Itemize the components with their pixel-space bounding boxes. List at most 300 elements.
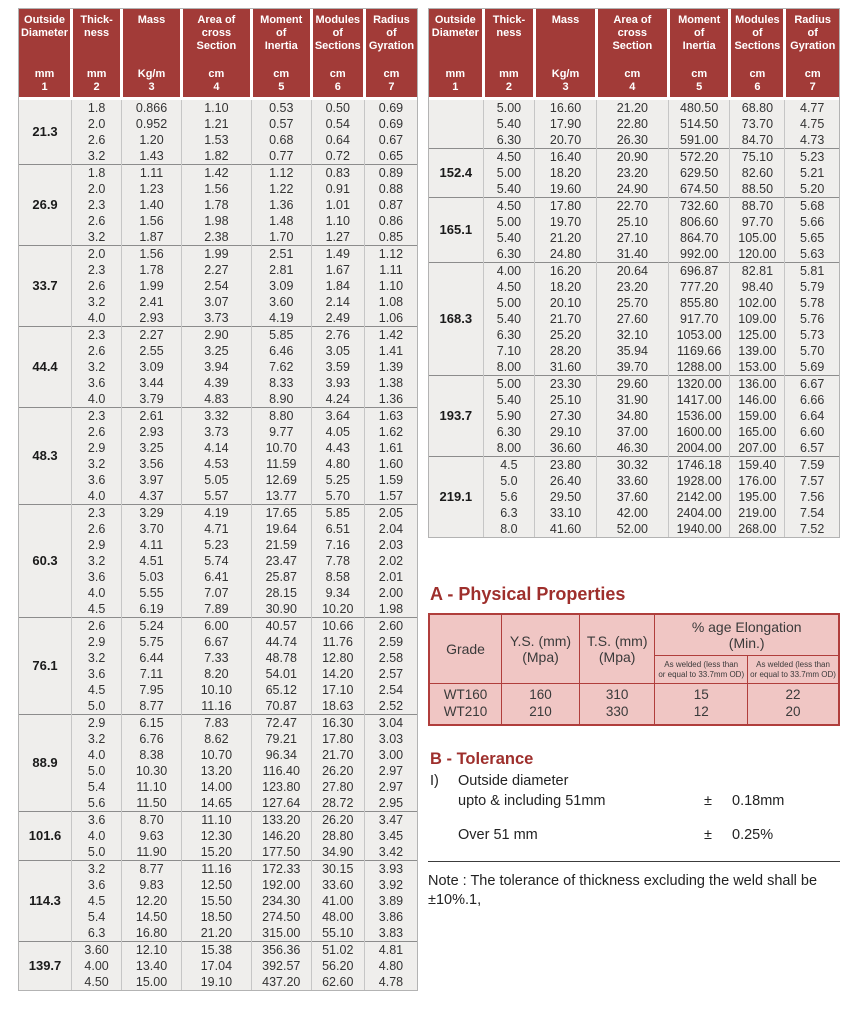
spec-cell: 2.58 [364,650,417,666]
spec-cell: 1600.00 [668,424,730,440]
spec-cell: 1320.00 [668,376,730,393]
spec-cell: 7.95 [122,682,182,698]
spec-cell: 1.40 [122,197,182,213]
spec-cell: 1.87 [122,229,182,246]
section-b-title: B - Tolerance [430,750,534,768]
spec-cell: 1.84 [311,278,364,294]
spec-cell: 2.14 [311,294,364,310]
spec-cell: 19.60 [535,181,597,198]
spec-cell: 864.70 [668,230,730,246]
spec-cell: 5.20 [785,181,839,198]
spec-row [429,198,839,215]
spec-cell: 44.74 [251,634,311,650]
spec-cell: 0.54 [311,116,364,132]
spec-cell: 123.80 [251,779,311,795]
spec-cell: 31.60 [535,359,597,376]
spec-cell: 6.44 [122,650,182,666]
spec-cell: 1.48 [251,213,311,229]
spec-cell: 11.10 [181,812,251,829]
elongation-subheader-1: As welded (less than or equal to 33.7mm OD) [655,656,748,684]
spec-row [19,310,417,327]
spec-cell: 26.30 [596,132,668,149]
spec-cell: 27.80 [311,779,364,795]
spec-cell: 5.00 [483,376,535,393]
spec-cell: 56.20 [311,958,364,974]
spec-row [19,795,417,812]
column-header-3: Mass Kg/m 3 [122,9,182,99]
spec-cell: 3.89 [364,893,417,909]
spec-cell: 30.32 [596,457,668,474]
spec-cell: 15.20 [181,844,251,861]
elongation-cell-2: 22 20 [748,684,839,726]
spec-cell: 21.20 [181,925,251,942]
spec-cell: 3.56 [122,456,182,472]
spec-cell: 11.10 [122,779,182,795]
spec-cell: 17.65 [251,505,311,522]
spec-row [429,440,839,457]
spec-cell: 11.50 [122,795,182,812]
spec-cell: 6.41 [181,569,251,585]
spec-cell: 5.66 [785,214,839,230]
spec-row [429,230,839,246]
spec-cell: 127.64 [251,795,311,812]
spec-cell: 25.20 [535,327,597,343]
spec-cell: 3.2 [72,650,122,666]
spec-cell: 274.50 [251,909,311,925]
spec-row [19,634,417,650]
outside-diameter-cell: 139.7 [19,942,72,991]
tolerance-row-value: 0.25% [732,827,774,843]
spec-cell: 7.83 [181,715,251,732]
spec-cell: 26.20 [311,812,364,829]
spec-cell: 19.10 [181,974,251,990]
outside-diameter-cell: 152.4 [429,149,483,198]
spec-cell: 4.83 [181,391,251,408]
spec-cell: 54.01 [251,666,311,682]
spec-row [19,569,417,585]
column-header-1: Outside Diameter mm 1 [19,9,72,99]
spec-cell: 2.81 [251,262,311,278]
spec-cell: 8.00 [483,359,535,376]
spec-cell: 28.72 [311,795,364,812]
spec-cell: 0.57 [251,116,311,132]
spec-cell: 4.0 [72,585,122,601]
spec-cell: 14.50 [122,909,182,925]
spec-cell: 3.97 [122,472,182,488]
spec-row [19,958,417,974]
spec-cell: 4.37 [122,488,182,505]
section-a-title: A - Physical Properties [430,584,626,604]
spec-cell: 5.65 [785,230,839,246]
spec-row [19,812,417,829]
spec-cell: 176.00 [730,473,785,489]
spec-cell: 72.47 [251,715,311,732]
spec-cell: 5.00 [483,295,535,311]
spec-cell: 2.61 [122,408,182,425]
spec-cell: 5.85 [311,505,364,522]
spec-cell: 21.70 [535,311,597,327]
spec-row [19,974,417,990]
spec-row [19,861,417,878]
outside-diameter-cell: 48.3 [19,408,72,505]
spec-cell: 0.83 [311,165,364,182]
spec-cell: 62.60 [311,974,364,990]
spec-cell: 28.80 [311,828,364,844]
spec-cell: 4.73 [785,132,839,149]
spec-cell: 2.76 [311,327,364,344]
spec-row [429,489,839,505]
pipe-spec-table-left-wrap [18,8,418,991]
spec-row [19,763,417,779]
spec-cell: 79.21 [251,731,311,747]
spec-cell: 5.40 [483,392,535,408]
spec-cell: 2.52 [364,698,417,715]
spec-cell: 4.80 [364,958,417,974]
elongation-subheader-2: As welded (less than or equal to 33.7mm OD) [748,656,839,684]
spec-cell: 732.60 [668,198,730,215]
spec-cell: 1.56 [122,246,182,263]
spec-row [19,779,417,795]
spec-cell: 27.30 [535,408,597,424]
spec-cell: 3.2 [72,294,122,310]
spec-cell: 1.78 [122,262,182,278]
spec-cell: 0.64 [311,132,364,148]
spec-cell: 5.75 [122,634,182,650]
spec-cell: 0.91 [311,181,364,197]
spec-cell: 0.65 [364,148,417,165]
spec-cell: 315.00 [251,925,311,942]
spec-row [19,165,417,182]
spec-cell: 3.2 [72,456,122,472]
spec-cell: 4.77 [785,99,839,117]
spec-cell: 153.00 [730,359,785,376]
spec-cell: 6.30 [483,132,535,149]
spec-cell: 6.66 [785,392,839,408]
spec-cell: 5.40 [483,181,535,198]
spec-cell: 2.04 [364,521,417,537]
spec-cell: 34.90 [311,844,364,861]
spec-cell: 4.14 [181,440,251,456]
spec-row [19,116,417,132]
spec-cell: 0.69 [364,116,417,132]
outside-diameter-cell: 193.7 [429,376,483,457]
spec-cell: 7.54 [785,505,839,521]
spec-cell: 3.6 [72,472,122,488]
spec-cell: 24.80 [535,246,597,263]
spec-cell: 1928.00 [668,473,730,489]
spec-cell: 6.60 [785,424,839,440]
spec-cell: 5.0 [72,844,122,861]
spec-cell: 3.07 [181,294,251,310]
spec-cell: 5.0 [483,473,535,489]
spec-cell: 3.09 [251,278,311,294]
spec-cell: 2004.00 [668,440,730,457]
spec-cell: 7.57 [785,473,839,489]
plus-minus-sign: ± [704,793,712,809]
spec-row [19,99,417,117]
spec-cell: 13.77 [251,488,311,505]
spec-row [19,521,417,537]
spec-cell: 674.50 [668,181,730,198]
spec-cell: 1.36 [251,197,311,213]
spec-cell: 572.20 [668,149,730,166]
spec-row [19,181,417,197]
spec-cell: 1169.66 [668,343,730,359]
spec-cell: 3.32 [181,408,251,425]
spec-cell: 139.00 [730,343,785,359]
spec-cell: 4.0 [72,747,122,763]
spec-cell: 5.0 [72,698,122,715]
spec-cell: 21.20 [596,99,668,117]
spec-cell: 7.56 [785,489,839,505]
spec-row [19,553,417,569]
spec-cell: 8.77 [122,698,182,715]
spec-cell: 30.90 [251,601,311,618]
spec-cell: 102.00 [730,295,785,311]
spec-cell: 5.21 [785,165,839,181]
outside-diameter-cell: 114.3 [19,861,72,942]
spec-cell: 3.29 [122,505,182,522]
spec-cell: 4.81 [364,942,417,959]
spec-cell: 28.15 [251,585,311,601]
spec-cell: 39.70 [596,359,668,376]
spec-cell: 2.6 [72,424,122,440]
spec-cell: 146.00 [730,392,785,408]
spec-cell: 16.20 [535,263,597,280]
ts-cell: 310 330 [579,684,654,726]
spec-row [19,682,417,698]
spec-cell: 17.80 [311,731,364,747]
spec-row [19,440,417,456]
spec-cell: 3.86 [364,909,417,925]
spec-cell: 8.00 [483,440,535,457]
spec-cell: 2.01 [364,569,417,585]
spec-cell: 8.38 [122,747,182,763]
spec-cell: 36.60 [535,440,597,457]
spec-cell: 26.40 [535,473,597,489]
spec-cell: 192.00 [251,877,311,893]
spec-cell: 3.6 [72,812,122,829]
pipe-spec-table-left [19,9,417,990]
spec-cell: 68.80 [730,99,785,117]
column-header-7: Radius of Gyration cm 7 [364,9,417,99]
spec-cell: 4.50 [483,279,535,295]
spec-cell: 1.12 [364,246,417,263]
spec-cell: 33.10 [535,505,597,521]
spec-cell: 5.81 [785,263,839,280]
spec-cell: 1.56 [181,181,251,197]
spec-cell: 2.6 [72,618,122,635]
spec-cell: 1288.00 [668,359,730,376]
spec-cell: 8.33 [251,375,311,391]
spec-cell: 195.00 [730,489,785,505]
spec-cell: 17.10 [311,682,364,698]
spec-cell: 15.50 [181,893,251,909]
spec-cell: 1.12 [251,165,311,182]
spec-cell: 1.78 [181,197,251,213]
spec-cell: 591.00 [668,132,730,149]
spec-cell: 1.82 [181,148,251,165]
spec-cell: 2.0 [72,116,122,132]
spec-cell: 1.59 [364,472,417,488]
spec-cell: 8.58 [311,569,364,585]
spec-cell: 3.00 [364,747,417,763]
spec-cell: 2.90 [181,327,251,344]
plus-minus-sign: ± [704,827,712,843]
spec-cell: 0.87 [364,197,417,213]
spec-row [19,505,417,522]
grade-column-header: Grade [429,614,502,684]
spec-row [19,877,417,893]
spec-cell: 15.38 [181,942,251,959]
spec-cell: 1.36 [364,391,417,408]
spec-row [19,132,417,148]
spec-cell: 3.6 [72,666,122,682]
spec-row [19,472,417,488]
spec-cell: 6.19 [122,601,182,618]
tolerance-row-label: upto & including 51mm [458,793,606,809]
spec-cell: 48.78 [251,650,311,666]
spec-cell: 3.70 [122,521,182,537]
spec-cell: 2.02 [364,553,417,569]
spec-cell: 5.25 [311,472,364,488]
spec-cell: 3.94 [181,359,251,375]
spec-row [19,424,417,440]
spec-cell: 10.20 [311,601,364,618]
elongation-cell-1: 15 12 [655,684,748,726]
spec-cell: 6.00 [181,618,251,635]
spec-cell: 0.866 [122,99,182,117]
spec-cell: 3.2 [72,359,122,375]
spec-cell: 2.6 [72,521,122,537]
spec-cell: 8.70 [122,812,182,829]
spec-cell: 22.70 [596,198,668,215]
column-header-1: Outside Diameter mm 1 [429,9,483,99]
spec-cell: 2.9 [72,440,122,456]
spec-row [429,473,839,489]
spec-cell: 1053.00 [668,327,730,343]
spec-cell: 1.06 [364,310,417,327]
spec-cell: 1.39 [364,359,417,375]
spec-cell: 12.69 [251,472,311,488]
spec-cell: 2.97 [364,779,417,795]
spec-cell: 96.34 [251,747,311,763]
spec-cell: 3.59 [311,359,364,375]
outside-diameter-cell: 26.9 [19,165,72,246]
spec-cell: 6.67 [181,634,251,650]
spec-cell: 4.0 [72,310,122,327]
spec-cell: 3.92 [364,877,417,893]
props-data-row [429,684,839,726]
column-header-5: Moment of Inertia cm 5 [668,9,730,99]
spec-cell: 23.47 [251,553,311,569]
spec-cell: 17.80 [535,198,597,215]
spec-cell: 4.19 [251,310,311,327]
spec-cell: 19.64 [251,521,311,537]
spec-cell: 14.65 [181,795,251,812]
spec-row [19,327,417,344]
tolerance-row-1 [428,791,840,811]
spec-cell: 4.19 [181,505,251,522]
spec-row [429,99,839,117]
spec-cell: 3.05 [311,343,364,359]
spec-cell: 1.22 [251,181,311,197]
spec-cell: 5.55 [122,585,182,601]
spec-cell: 13.20 [181,763,251,779]
spec-cell: 8.90 [251,391,311,408]
spec-cell: 11.16 [181,861,251,878]
spec-row [429,214,839,230]
spec-cell: 3.6 [72,877,122,893]
spec-row [19,715,417,732]
spec-cell: 2.55 [122,343,182,359]
spec-cell: 1.99 [181,246,251,263]
spec-row [19,828,417,844]
spec-header-row [19,9,417,99]
outside-diameter-cell: 219.1 [429,457,483,538]
spec-cell: 3.09 [122,359,182,375]
spec-cell: 27.60 [596,311,668,327]
spec-cell: 17.04 [181,958,251,974]
spec-cell: 2.3 [72,197,122,213]
spec-row [19,213,417,229]
spec-cell: 1.11 [122,165,182,182]
spec-cell: 917.70 [668,311,730,327]
spec-cell: 8.80 [251,408,311,425]
ys-cell: 160 210 [502,684,580,726]
tolerance-row-label: Over 51 mm [458,827,538,843]
spec-cell: 116.40 [251,763,311,779]
spec-cell: 7.78 [311,553,364,569]
spec-row [19,197,417,213]
spec-row [19,456,417,472]
spec-cell: 3.04 [364,715,417,732]
spec-cell: 31.40 [596,246,668,263]
spec-cell: 29.50 [535,489,597,505]
spec-cell: 4.50 [483,198,535,215]
spec-cell: 146.20 [251,828,311,844]
spec-cell: 0.952 [122,116,182,132]
spec-cell: 105.00 [730,230,785,246]
outside-diameter-cell: 44.4 [19,327,72,408]
spec-cell: 0.72 [311,148,364,165]
spec-cell: 23.30 [535,376,597,393]
spec-cell: 2.6 [72,278,122,294]
grade-cell: WT160 WT210 [429,684,502,726]
spec-row [429,327,839,343]
spec-cell: 4.51 [122,553,182,569]
spec-cell: 9.63 [122,828,182,844]
spec-row [19,262,417,278]
spec-cell: 4.50 [483,149,535,166]
spec-cell: 75.10 [730,149,785,166]
spec-cell: 98.40 [730,279,785,295]
spec-row [429,408,839,424]
spec-cell: 10.70 [181,747,251,763]
spec-cell: 2.3 [72,262,122,278]
spec-cell: 5.76 [785,311,839,327]
spec-row [429,376,839,393]
spec-cell: 4.0 [72,828,122,844]
spec-cell: 5.23 [181,537,251,553]
spec-cell: 4.53 [181,456,251,472]
spec-cell: 82.60 [730,165,785,181]
spec-cell: 3.60 [72,942,122,959]
spec-cell: 2.05 [364,505,417,522]
spec-row [429,116,839,132]
spec-cell: 37.60 [596,489,668,505]
spec-cell: 10.10 [181,682,251,698]
